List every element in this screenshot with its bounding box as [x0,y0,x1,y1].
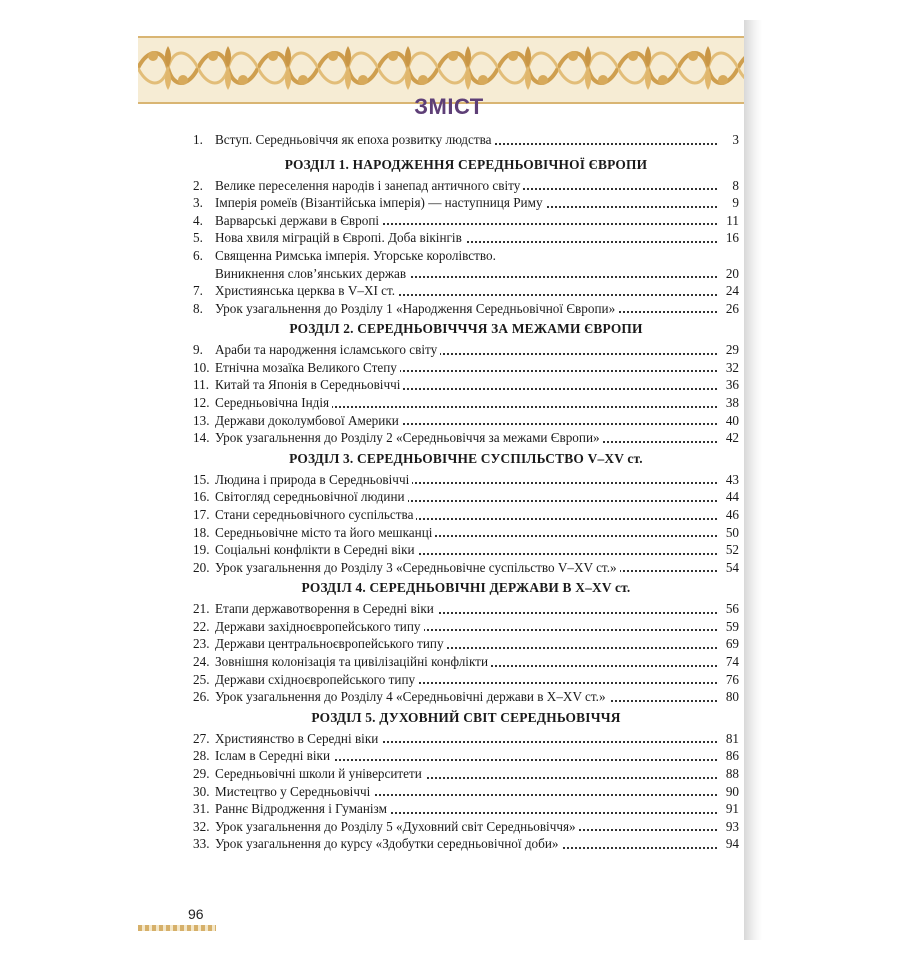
entry-title: Урок узагальнення до Розділу 4 «Середньовічні держави в X–XV ст.» [215,689,609,704]
entry-title: Світогляд середньовічної людини [215,489,408,504]
entry-number: 21. [193,601,210,617]
entry-page: 76 [725,671,739,687]
section-heading: РОЗДІЛ 2. СЕРЕДНЬОВІЧЧЧЯ ЗА МЕЖАМИ ЄВРОПИ [289,321,643,337]
entry-page: 36 [725,377,739,393]
entry-page: 38 [725,394,739,410]
entry-page: 69 [725,636,739,652]
entry-title: Християнство в Середні віки [215,731,381,746]
entry-number: 4. [193,212,203,228]
entry-number: 12. [193,394,210,410]
toc-entry[interactable] [193,541,739,559]
entry-page: 46 [725,506,739,522]
section-heading: РОЗДІЛ 5. ДУХОВНИЙ СВІТ СЕРЕДНЬОВІЧЧЯ [311,709,621,725]
entry-number: 11. [193,377,209,393]
toc-entry[interactable] [193,506,739,524]
toc-entry[interactable] [193,688,739,706]
entry-number: 9. [193,342,203,358]
toc-entry[interactable] [193,835,739,853]
entry-page: 3 [732,132,739,147]
entry-title: Вступ. Середньовіччя як епоха розвитку людства [215,132,495,147]
toc-entry[interactable] [193,212,739,230]
entry-number: 3. [193,195,203,211]
table-of-contents [193,131,739,853]
entry-title: Етнічна мозаїка Великого Степу [215,360,400,375]
entry-title: Раннє Відродження і Гуманізм [215,801,390,816]
toc-entry[interactable] [193,247,739,282]
entry-page: 11 [726,212,739,228]
entry-title: Середньовічні школи й університети [215,766,425,781]
entry-page: 90 [725,783,739,799]
entry-title: Іслам в Середні віки [215,748,333,763]
toc-entry[interactable] [193,282,739,300]
entry-title: Християнська церква в V–XI ст. [215,283,398,298]
entry-page: 94 [725,836,739,852]
entry-page: 91 [725,801,739,817]
entry-title: Середньовічна Індія [215,395,332,410]
toc-entry[interactable] [193,783,739,801]
entry-number: 2. [193,177,203,193]
toc-entry[interactable] [193,635,739,653]
entry-number: 28. [193,748,210,764]
ornamental-footer-border [138,925,216,931]
entry-number: 19. [193,542,210,558]
entry-number: 27. [193,730,210,746]
entry-title: Урок узагальнення до Розділу 5 «Духовний світ Середньовіччя» [215,819,579,834]
entry-page: 26 [725,300,739,316]
entry-page: 8 [732,177,739,193]
toc-entry[interactable] [193,194,739,212]
entry-number: 5. [193,230,203,246]
entry-number: 26. [193,689,210,705]
toc-entry[interactable] [193,765,739,783]
toc-entry[interactable] [193,559,739,577]
entry-number: 17. [193,506,210,522]
toc-entry[interactable] [193,131,739,149]
toc-entry[interactable] [193,653,739,671]
entry-number: 30. [193,783,210,799]
entry-number: 13. [193,412,210,428]
section-heading: РОЗДІЛ 4. СЕРЕДНЬОВІЧНІ ДЕРЖАВИ В X–XV ст. [301,580,631,596]
page-edge-shadow [744,20,762,940]
entry-page: 86 [725,748,739,764]
entry-title: Людина і природа в Середньовіччі [215,472,412,487]
entry-title: Урок узагальнення до Розділу 3 «Середньовічне суспільство V–XV ст.» [215,560,620,575]
entry-page: 74 [725,654,739,670]
entry-number: 7. [193,282,203,298]
entry-page: 32 [725,359,739,375]
toc-entry[interactable] [193,412,739,430]
entry-page: 50 [725,524,739,540]
entry-number: 6. [193,247,203,263]
toc-entry[interactable] [193,429,739,447]
entry-number: 24. [193,654,210,670]
entry-number: 18. [193,524,210,540]
entry-title: Середньовічне місто та його мешканці [215,525,435,540]
entry-title: Держави центральноєвропейського типу [215,636,447,651]
entry-title: Велике переселення народів і занепад античного світу [215,178,523,193]
toc-entry[interactable] [193,471,739,489]
entry-number: 16. [193,489,210,505]
page-number: 96 [188,906,204,922]
entry-page: 20 [725,265,739,281]
entry-number: 8. [193,300,203,316]
entry-number: 10. [193,359,210,375]
entry-title: Араби та народження ісламського світу [215,342,440,357]
entry-page: 59 [725,618,739,634]
toc-entry[interactable] [193,600,739,618]
entry-page: 44 [725,489,739,505]
entry-number: 33. [193,836,210,852]
entry-page: 40 [725,412,739,428]
toc-entry[interactable] [193,524,739,542]
toc-entry[interactable] [193,618,739,636]
entry-title: Зовнішня колонізація та цивілізаційні конфлікти [215,654,491,669]
toc-entry[interactable] [193,341,739,359]
entry-title: Мистецтво у Середньовіччі [215,784,373,799]
entry-title: Держави східноєвропейського типу [215,672,418,687]
entry-title: Етапи державотворення в Середні віки [215,601,437,616]
toc-entry[interactable] [193,359,739,377]
entry-title: Стани середньовічного суспільства [215,507,416,522]
entry-number: 25. [193,671,210,687]
entry-page: 43 [725,471,739,487]
toc-entry[interactable] [193,730,739,748]
entry-number: 20. [193,559,210,575]
entry-page: 54 [725,559,739,575]
toc-entry[interactable] [193,177,739,195]
entry-number: 22. [193,618,210,634]
entry-page: 93 [725,818,739,834]
entry-page: 81 [725,730,739,746]
entry-title: Держави західноєвропейського типу [215,619,424,634]
entry-title: Нова хвиля міграцій в Європі. Доба вікінгів [215,230,465,245]
page-title: ЗМІСТ [414,94,484,119]
entry-page: 9 [732,195,739,211]
toc-entry[interactable] [193,671,739,689]
entry-title: Варварські держави в Європі [215,213,382,228]
entry-title: Китай та Японія в Середньовіччі [215,377,403,392]
section-heading: РОЗДІЛ 1. НАРОДЖЕННЯ СЕРЕДНЬОВІЧНОЇ ЄВРОПИ [284,156,648,172]
entry-title: Виникнення слов’янських держав [215,266,409,281]
entry-page: 42 [725,430,739,446]
entry-page: 88 [725,766,739,782]
toc-entry[interactable] [193,818,739,836]
entry-number: 31. [193,801,210,817]
section-heading: РОЗДІЛ 3. СЕРЕДНЬОВІЧНЕ СУСПІЛЬСТВО V–XV ст. [289,450,643,466]
toc-entry[interactable] [193,376,739,394]
toc-entry[interactable] [193,300,739,318]
entry-page: 80 [725,689,739,705]
entry-number: 15. [193,471,210,487]
entry-title: Урок узагальнення до курсу «Здобутки середньовічної доби» [215,836,561,851]
toc-entry[interactable] [193,394,739,412]
entry-number: 14. [193,430,210,446]
entry-title: Держави доколумбової Америки [215,413,402,428]
entry-title: Соціальні конфлікти в Середні віки [215,542,418,557]
entry-title-line1: Священна Римська імперія. Угорське королівство. [215,247,496,263]
entry-page: 24 [725,282,739,298]
entry-page: 52 [725,542,739,558]
entry-number: 23. [193,636,210,652]
entry-page: 16 [725,230,739,246]
toc-entry[interactable] [193,229,739,247]
book-page [138,20,760,940]
entry-number: 32. [193,818,210,834]
entry-title: Імперія ромеїв (Візантійська імперія) — наступниця Риму [215,195,546,210]
entry-page: 29 [725,342,739,358]
entry-title: Урок узагальнення до Розділу 1 «Народження Середньовічної Європи» [215,301,618,316]
entry-page: 56 [725,601,739,617]
entry-title: Урок узагальнення до Розділу 2 «Середньовіччя за межами Європи» [215,430,603,445]
entry-number: 29. [193,766,210,782]
toc-entry[interactable] [193,800,739,818]
toc-entry[interactable] [193,747,739,765]
entry-number: 1. [193,132,203,147]
toc-entry[interactable] [193,488,739,506]
